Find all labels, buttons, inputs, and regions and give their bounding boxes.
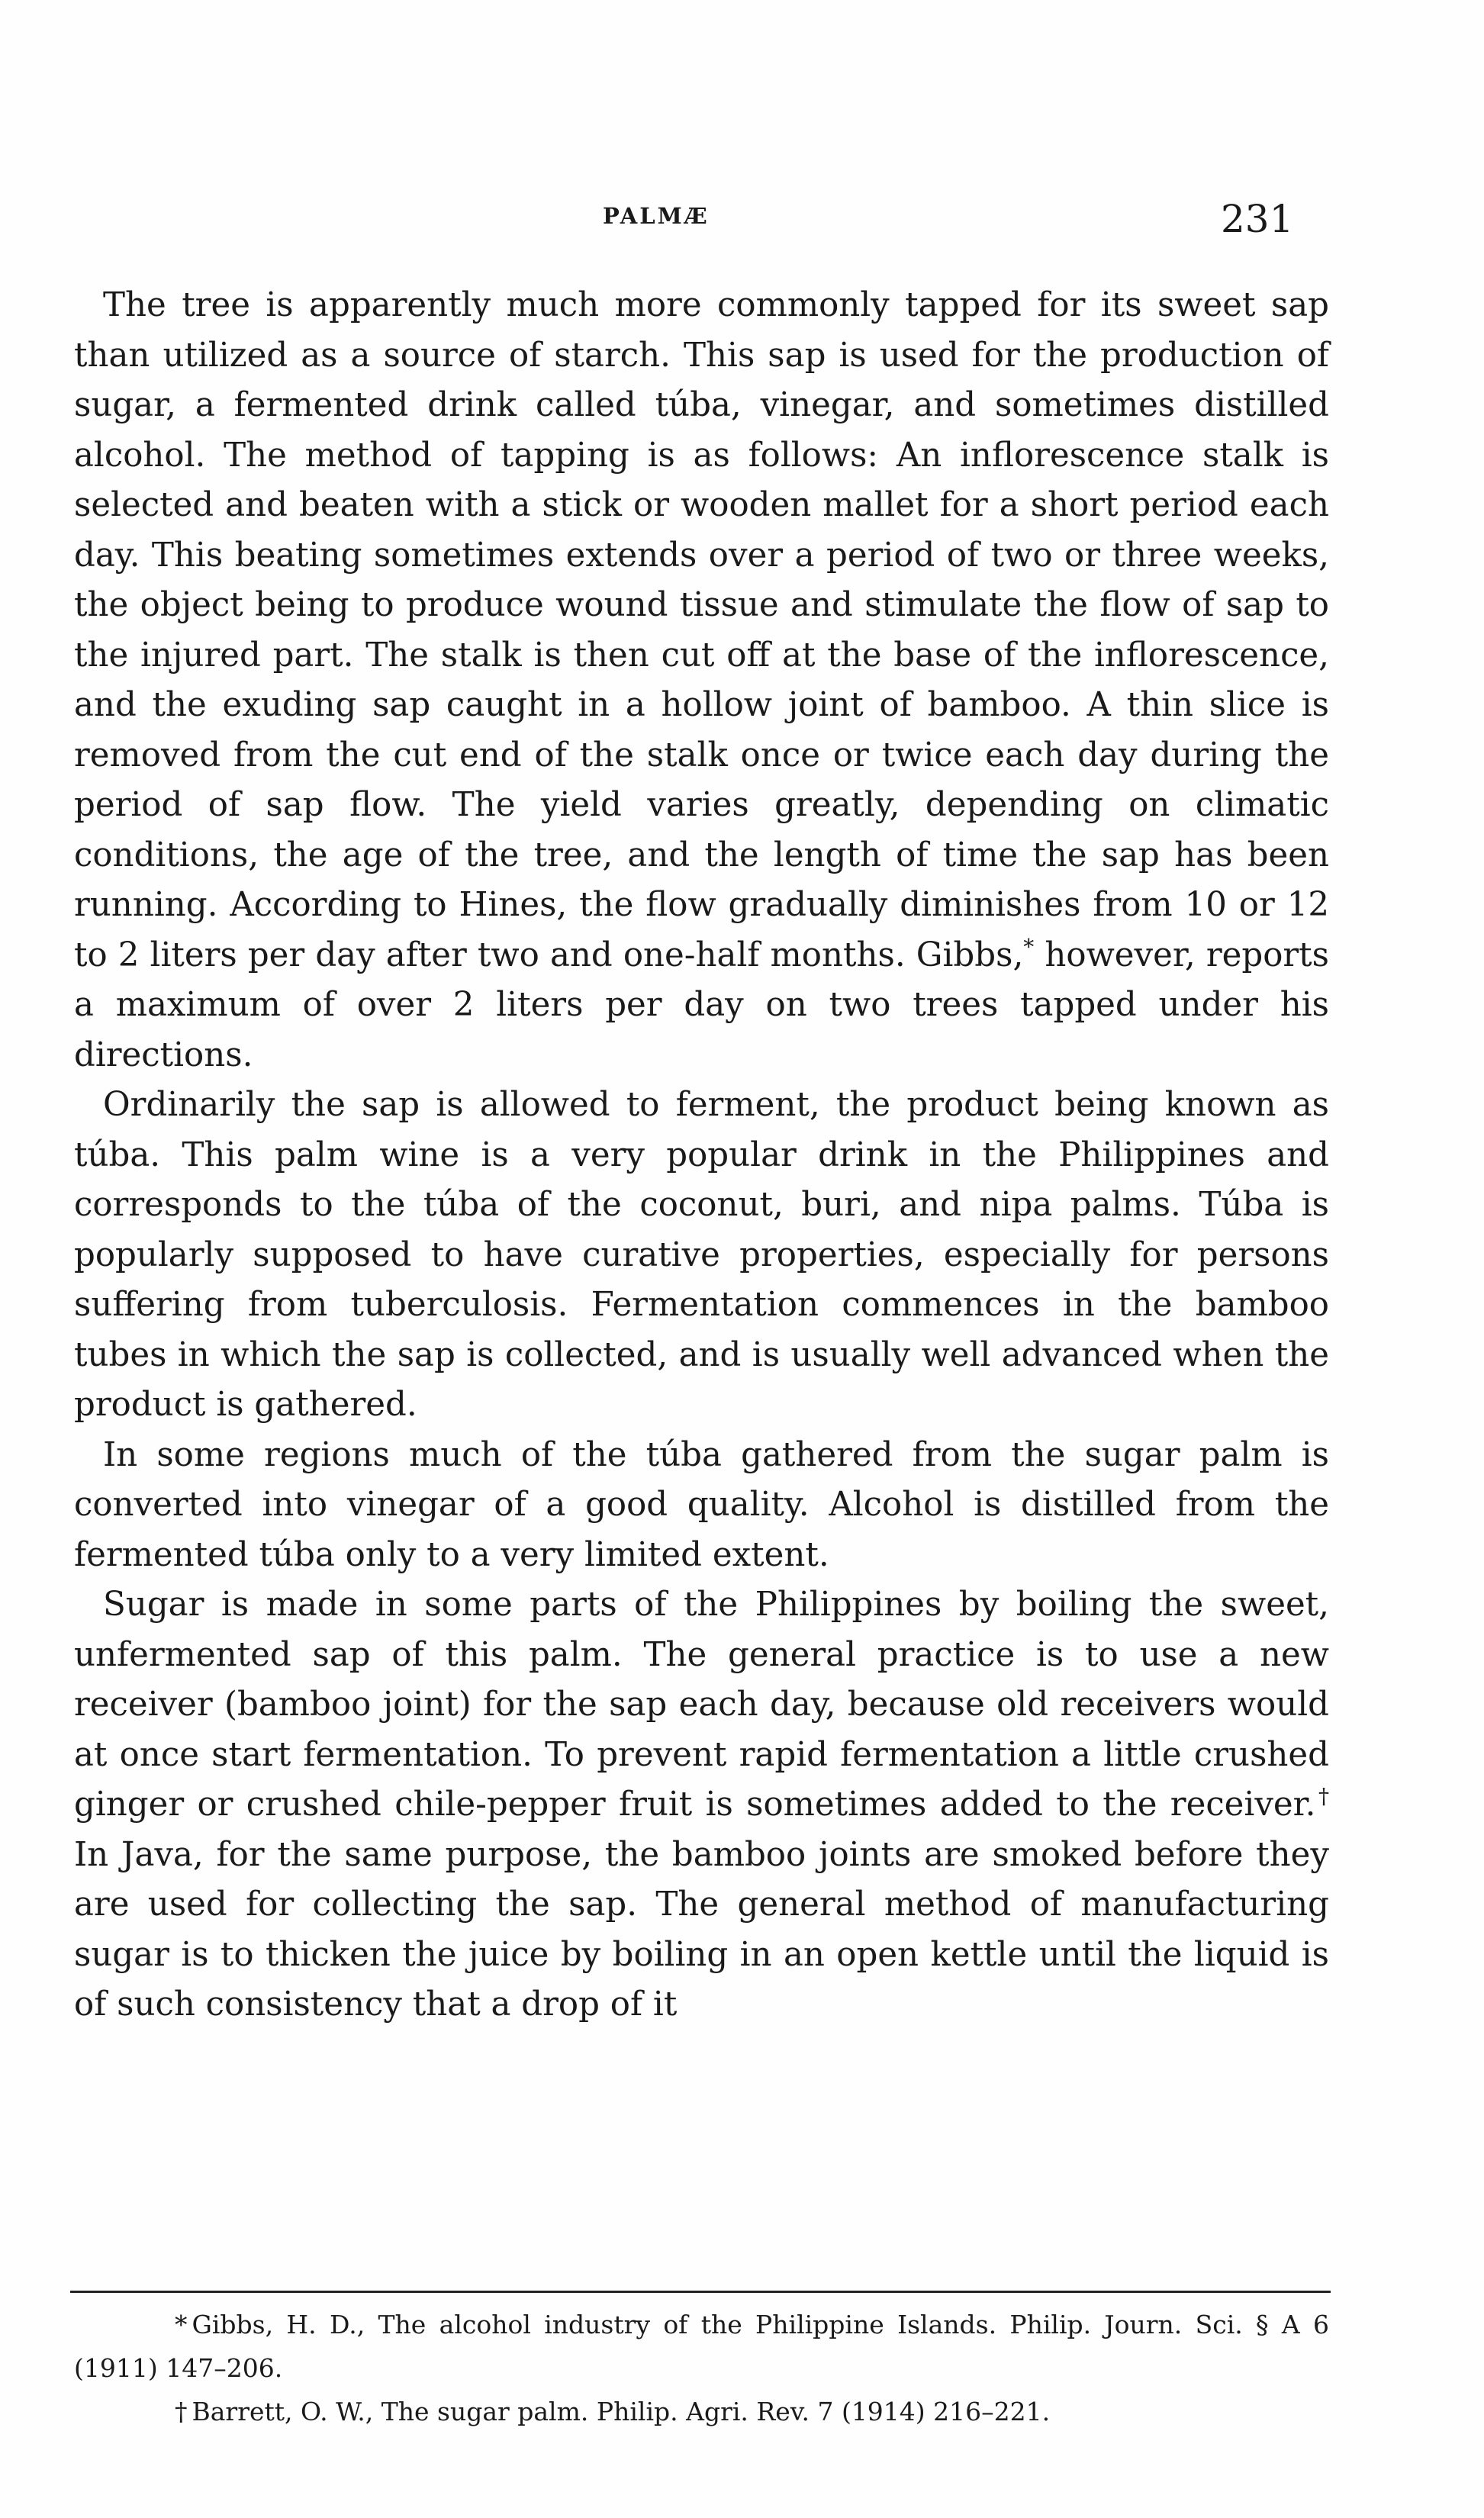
footnote-mark: * bbox=[175, 2310, 188, 2339]
paragraph-tuba bbox=[74, 1080, 1329, 1431]
paragraph-text: The tree is apparently much more commonly tapped for its sweet sap than utilized as a source of starch. This sap is used for the production of sugar, a fermented drink called túba, vinegar, and sometimes distilled alcohol. The method of tapping is as follows: An inflorescence stalk is selected and beaten with a stick or wooden mallet for a short period each day. This beating sometimes extends over a period of two or three weeks, the object being to produce wound tissue and stimulate the flow of sap to the injured part. The stalk is then cut off at the base of the inflorescence, and the exuding sap caught in a hollow joint of bamboo. A thin slice is removed from the cut end of the stalk once or twice each day during the period of sap flow. The yield varies greatly, depending on climatic conditions, the age of the tree, and the length of time the sap has been running. According to Hines, the flow gradually diminishes from 10 or 12 to 2 liters per day after two and one-half months. Gibbs, bbox=[74, 286, 1329, 974]
footnote-barrett bbox=[74, 2390, 1329, 2433]
running-head bbox=[0, 197, 1484, 250]
paragraph-text: Sugar is made in some parts of the Philippines by boiling the sweet, unfermented sap of this palm. The general practice is to use a new receiver (bamboo joint) for the sap each day, because old receivers would at once start fermentation. To prevent rapid fermentation a little crushed ginger or crushed chile-pepper fruit is sometimes added to the receiver. bbox=[74, 1586, 1329, 1824]
paragraph-tapping bbox=[74, 281, 1329, 1080]
footnote-text: Barrett, O. W., The sugar palm. Philip. Agri. Rev. 7 (1914) 216–221. bbox=[192, 2397, 1051, 2426]
running-head-title: PALMÆ bbox=[603, 203, 710, 229]
page-number: 231 bbox=[1221, 197, 1294, 241]
footnote-divider bbox=[70, 2291, 1331, 2293]
paragraph-text: In some regions much of the túba gathered from the sugar palm is converted into vinegar of a good quality. Alcohol is distilled from the fermented túba only to a very limited extent. bbox=[74, 1435, 1329, 1574]
footnote-mark: † bbox=[175, 2397, 188, 2426]
paragraph-sugar bbox=[74, 1580, 1329, 2030]
paragraph-text-continued: In Java, for the same purpose, the bamboo joints are smoked before they are used for collecting the sap. The general method of manufacturing sugar is to thicken the juice by boiling in an open kettle until the liquid is of such consistency that a drop of it bbox=[74, 1835, 1329, 2024]
body-text bbox=[74, 281, 1329, 2030]
paragraph-text: Ordinarily the sap is allowed to ferment, the product being known as túba. This palm wine is a very popular drink in the Philippines and corresponds to the túba of the coconut, buri, and nipa palms. Túba is popularly supposed to have curative properties, especially for persons suffering from tuberculosis. Fermentation commences in the bamboo tubes in which the sap is collected, and is usually well advanced when the product is gathered. bbox=[74, 1086, 1329, 1424]
footnote-reference: † bbox=[1315, 1783, 1330, 1809]
footnotes bbox=[74, 2303, 1329, 2433]
footnote-gibbs bbox=[74, 2303, 1329, 2390]
footnote-reference: * bbox=[1023, 934, 1035, 959]
footnote-text: Gibbs, H. D., The alcohol industry of the Philippine Islands. Philip. Journ. Sci. § A 6 (1911) 147–206. bbox=[74, 2310, 1329, 2383]
paragraph-text-continued: however, reports a maximum of over 2 liters per day on two trees tapped under his directions. bbox=[74, 935, 1329, 1074]
paragraph-vinegar bbox=[74, 1431, 1329, 1581]
